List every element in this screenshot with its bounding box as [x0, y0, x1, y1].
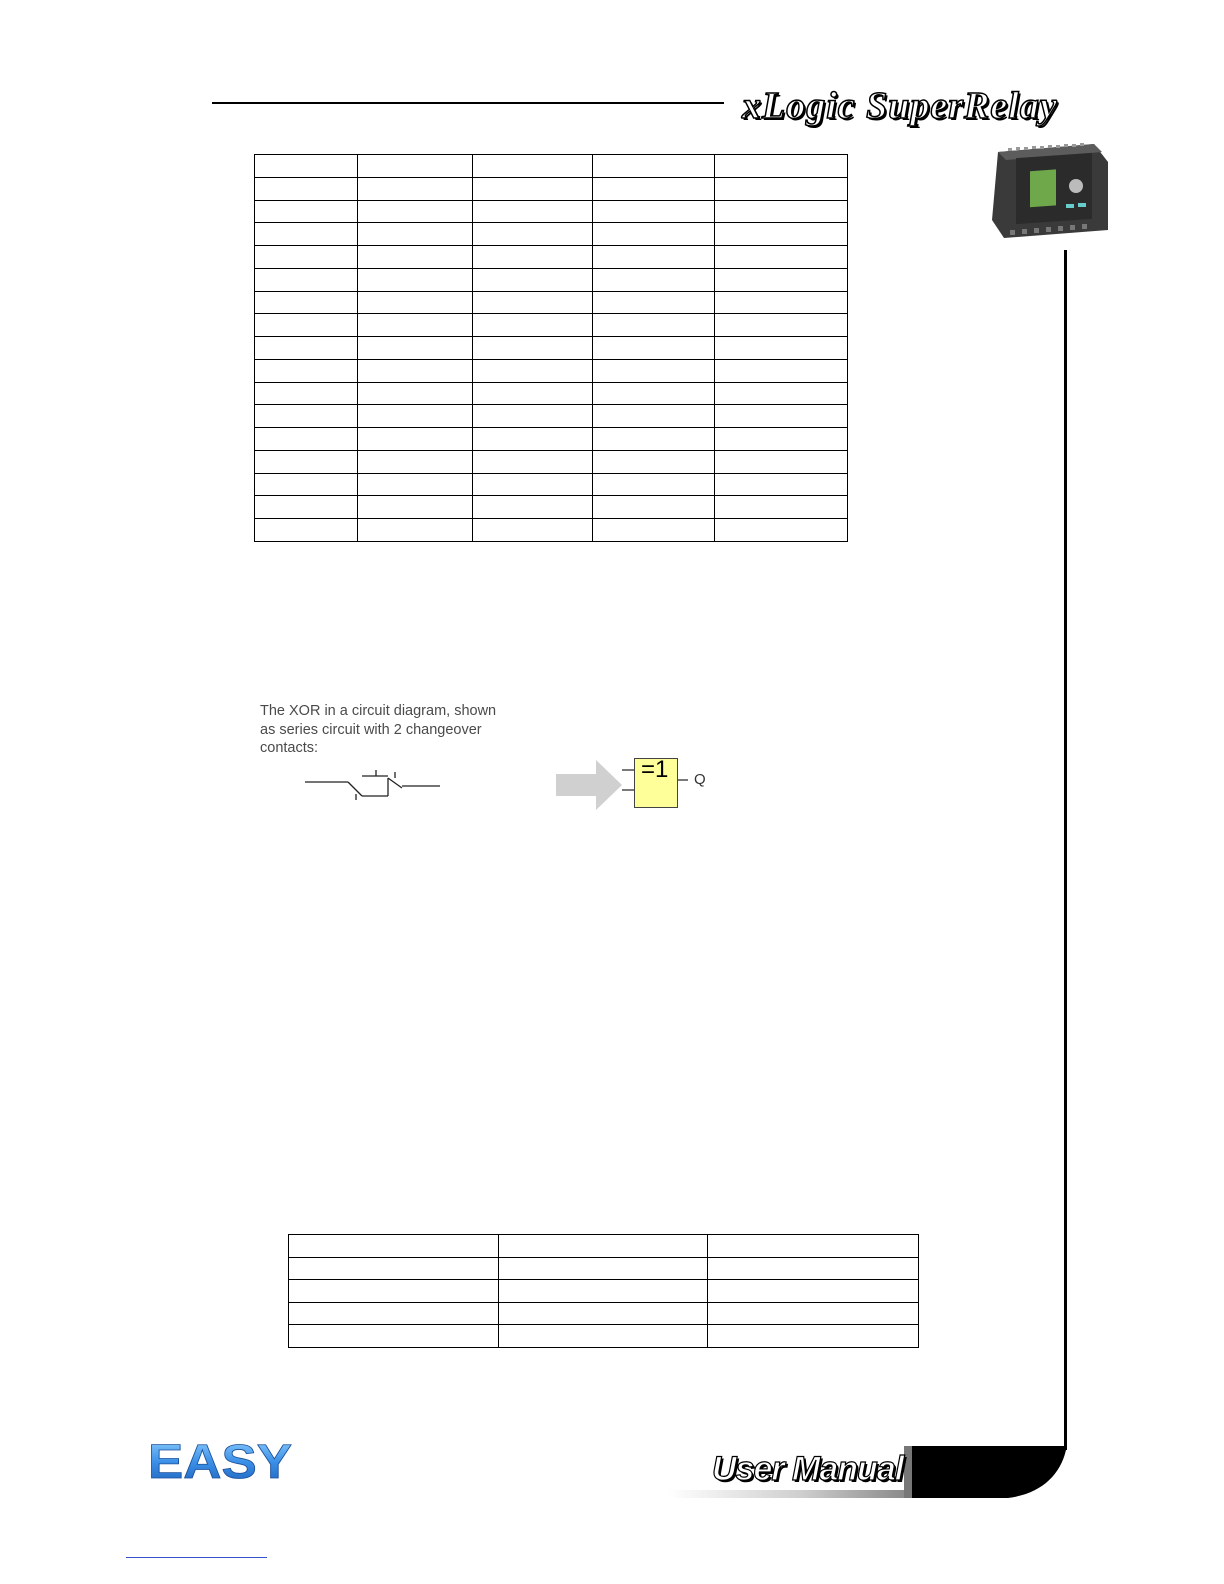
table-row	[255, 405, 848, 428]
table-row	[255, 382, 848, 405]
xor-output-label: Q	[694, 771, 706, 788]
table-row	[255, 450, 848, 473]
table-row	[289, 1257, 919, 1280]
table-row	[255, 496, 848, 519]
table-row	[255, 337, 848, 360]
table-row	[255, 428, 848, 451]
table-row	[255, 519, 848, 542]
caption-line: as series circuit with 2 changeover	[260, 721, 482, 738]
table-row	[255, 359, 848, 382]
header-rule	[212, 102, 724, 104]
table-row	[255, 473, 848, 496]
header-title: xLogic SuperRelay	[742, 85, 1058, 127]
table-row	[255, 268, 848, 291]
caption-line: The XOR in a circuit diagram, shown	[260, 703, 497, 719]
table-row	[289, 1325, 919, 1348]
table-row	[255, 291, 848, 314]
table-row	[289, 1280, 919, 1303]
brand-text: EASY	[148, 1438, 292, 1484]
easy-logo	[146, 1438, 296, 1484]
table-row	[255, 223, 848, 246]
table-row	[289, 1235, 919, 1258]
table-row	[255, 314, 848, 337]
table-row	[255, 155, 848, 178]
changeover-contacts-icon	[300, 762, 445, 806]
caption-line: contacts:	[260, 740, 319, 756]
table-row	[255, 177, 848, 200]
arrow-right-icon	[556, 760, 622, 810]
table-2	[288, 1234, 919, 1348]
xor-symbol: =1	[641, 756, 669, 783]
table-row	[255, 246, 848, 269]
right-border	[1064, 250, 1067, 1450]
diagram-caption	[260, 702, 520, 758]
table-row	[255, 200, 848, 223]
plc-device-icon	[990, 138, 1112, 242]
table-row	[289, 1302, 919, 1325]
footer-link-underline[interactable]	[126, 1557, 267, 1558]
table-1	[254, 154, 848, 542]
user-manual-label: User Manual	[712, 1450, 904, 1488]
